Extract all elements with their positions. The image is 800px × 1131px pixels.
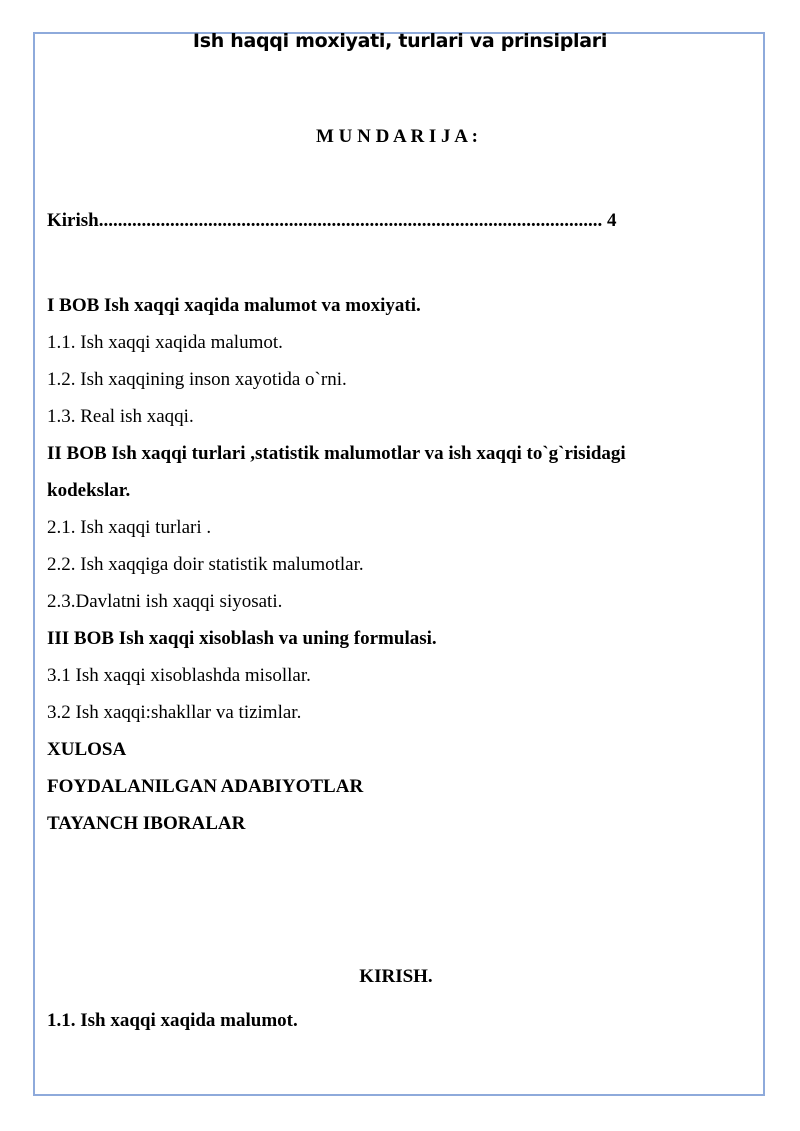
- toc-item-references: FOYDALANILGAN ADABIYOTLAR: [47, 776, 364, 797]
- document-title: Ish haqqi moxiyati, turlari va prinsiplari: [192, 30, 608, 52]
- toc-heading: M U N D A R I J A :: [315, 126, 479, 147]
- toc-item-conclusion: XULOSA: [47, 739, 127, 760]
- toc-item-2-3: 2.3.Davlatni ish xaqqi siyosati.: [47, 591, 283, 612]
- toc-item-2-1: 2.1. Ish xaqqi turlari .: [47, 517, 212, 538]
- toc-item-3-1: 3.1 Ish xaqqi xisoblashda misollar.: [47, 665, 311, 686]
- toc-item-1-1: 1.1. Ish xaqqi xaqida malumot.: [47, 332, 283, 353]
- section-title: KIRISH.: [359, 966, 433, 987]
- sub-heading: 1.1. Ish xaqqi xaqida malumot.: [47, 1010, 298, 1031]
- toc-item-chapter-2: II BOB Ish xaqqi turlari ,statistik malumotlar va ish xaqqi to`g`risidagi: [47, 443, 626, 464]
- toc-item-chapter-2-cont: kodekslar.: [47, 480, 131, 501]
- toc-item-keywords: TAYANCH IBORALAR: [47, 813, 246, 834]
- toc-item-1-3: 1.3. Real ish xaqqi.: [47, 406, 194, 427]
- toc-item-1-2: 1.2. Ish xaqqining inson xayotida o`rni.: [47, 369, 347, 390]
- toc-item-chapter-3: III BOB Ish xaqqi xisoblash va uning formulasi.: [47, 628, 437, 649]
- toc-item-3-2: 3.2 Ish xaqqi:shakllar va tizimlar.: [47, 702, 302, 723]
- toc-intro-line: Kirish.......................................................................................................... 4: [47, 210, 617, 231]
- toc-item-chapter-1: I BOB Ish xaqqi xaqida malumot va moxiyati.: [47, 295, 421, 316]
- toc-item-2-2: 2.2. Ish xaqqiga doir statistik malumotlar.: [47, 554, 364, 575]
